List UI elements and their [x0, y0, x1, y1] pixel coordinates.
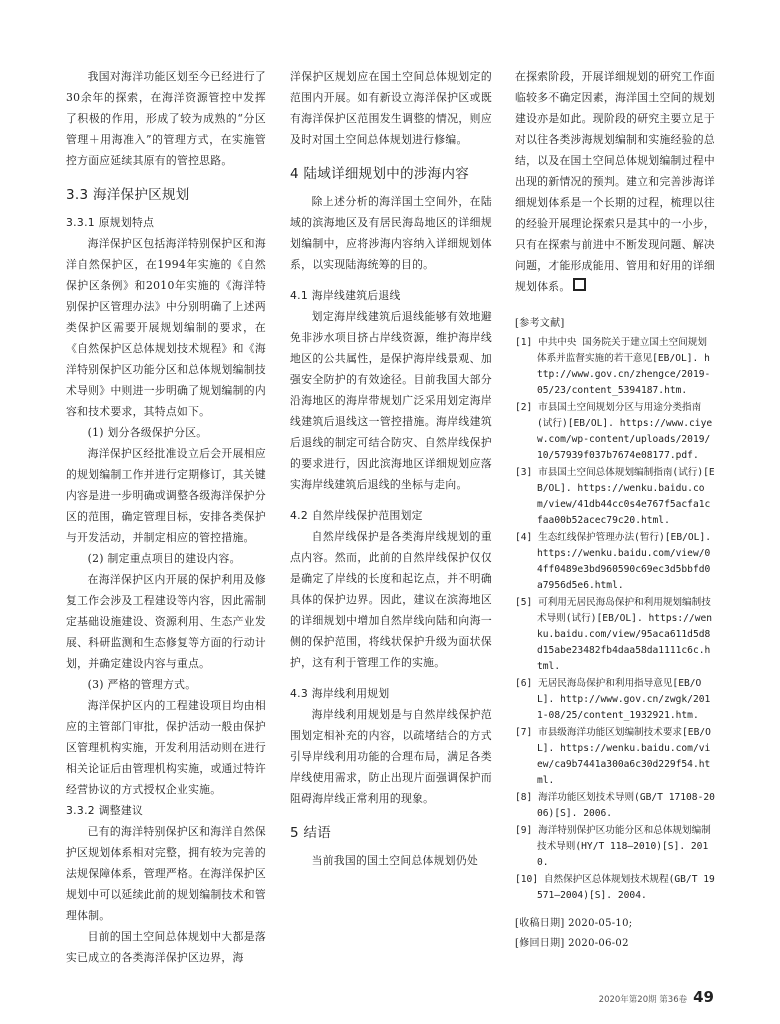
- reference-number: [8]: [515, 792, 533, 803]
- reference-list: [515, 335, 715, 904]
- section-heading-3-3: 3.3 海洋保护区规划: [66, 187, 190, 203]
- reference-text: 中共中央 国务院关于建立国土空间规划体系并监督实施的若干意见[EB/OL]. http://www.gov.cn/zhengce/2019-05/23/content_5394187.htm.: [537, 337, 711, 396]
- paragraph: 海岸线利用规划是与自然岸线保护范围划定相补充的内容，以疏堵结合的方式引导岸线利用功能的合理布局，满足各类岸线使用需求，防止出现片面强调保护而阻碍海岸线正常利用的现象。: [290, 708, 492, 805]
- column-3: [515, 66, 715, 954]
- reference-item: [515, 790, 715, 822]
- subsection-heading-4-1: 4.1 海岸线建筑后退线: [290, 289, 401, 302]
- subsection-heading-4-3: 4.3 海岸线利用规划: [290, 687, 390, 700]
- reference-text: 市县国土空间总体规划编制指南(试行)[EB/OL]. https://wenku.baidu.com/view/41db44cc0s4e767f5acfa1cfaa00b52acec79c20.html.: [537, 467, 715, 526]
- reference-number: [9]: [515, 825, 533, 836]
- received-date: [收稿日期] 2020-05-10;: [515, 918, 633, 929]
- paragraph-text: 在探索阶段，开展详细规划的研究工作面临较多不确定因素，海洋国土空间的规划建设亦是如此。现阶段的研究主要立足于对以往各类涉海规划编制和实施经验的总结，以及在国土空间总体规划编制过程中出现的新情况的预判。建立和完善涉海详细规划体系是一个长期的过程，梳理以往的经验开展理论探索只是其中的一小步，只有在探索与前进中不断发现问题、解决问题，才能形成能用、管用和好用的详细规划体系。: [515, 70, 715, 293]
- reference-number: [10]: [515, 874, 539, 885]
- reference-number: [3]: [515, 467, 533, 478]
- subsection-heading-3-3-1: 3.3.1 原规划特点: [66, 216, 155, 229]
- list-item: (3) 严格的管理方式。: [87, 678, 197, 691]
- references-heading: [参考文献]: [515, 318, 565, 329]
- list-item: (2) 制定重点项目的建设内容。: [87, 552, 241, 565]
- paragraph: [515, 66, 715, 297]
- reference-item: [515, 400, 715, 464]
- paragraph: 我国对海洋功能区划至今已经进行了30余年的探索，在海洋资源管控中发挥了积极的作用，形成了较为成熟的“分区管理＋用海准入”的管理方式，在实施管控方面应延续其原有的管控思路。: [66, 70, 266, 167]
- subsection-heading-4-2: 4.2 自然岸线保护范围划定: [290, 509, 423, 522]
- paragraph: 自然岸线保护是各类海岸线规划的重点内容。然而，此前的自然岸线保护仅仅是确定了岸线的长度和起讫点，并不明确具体的保护边界。因此，建议在滨海地区的详细规划中增加自然岸线向陆和向海一侧的保护范围，将线状保护升级为面状保护，这有利于管理工作的实施。: [290, 530, 492, 669]
- reference-text: 海洋特别保护区功能分区和总体规划编制技术导则(HY/T 118—2010)[S]. 2010.: [537, 825, 711, 868]
- reference-number: [4]: [515, 532, 533, 543]
- reference-number: [1]: [515, 337, 533, 348]
- reference-number: [2]: [515, 402, 533, 413]
- reference-item: [515, 530, 715, 594]
- page-number: 49: [693, 988, 714, 1006]
- paragraph: 海洋保护区经批准设立后会开展相应的规划编制工作并进行定期修订，其关键内容是进一步明确或调整各级海洋保护分区的范围，确定管理目标，安排各类保护与开发活动，并制定相应的管控措施。: [66, 447, 266, 544]
- page-footer: [599, 988, 714, 1006]
- paragraph: 当前我国的国土空间总体规划仍处: [311, 854, 479, 867]
- end-mark-icon: [573, 278, 586, 291]
- reference-number: [7]: [515, 727, 533, 738]
- reference-text: 无居民海岛保护和利用指导意见[EB/OL]. http://www.gov.cn/zwgk/2011-08/25/content_1932921.htm.: [537, 678, 711, 721]
- paragraph: 在海洋保护区内开展的保护利用及修复工作会涉及工程建设等内容，因此需制定基础设施建设、资源利用、生态产业发展、科研监测和生态修复等方面的行动计划，并确定建设内容与重点。: [66, 573, 266, 670]
- section-heading-4: 4 陆域详细规划中的涉海内容: [290, 166, 470, 182]
- paragraph: 除上述分析的海洋国土空间外，在陆域的滨海地区及有居民海岛地区的详细规划编制中，应将涉海内容纳入详细规划体系，以实现陆海统筹的目的。: [290, 195, 492, 271]
- column-2: [290, 66, 492, 871]
- issue-info: 2020年第20期 第36卷: [598, 995, 688, 1005]
- reference-item: [515, 676, 715, 724]
- subsection-heading-3-3-2: 3.3.2 调整建议: [66, 804, 144, 817]
- paragraph: 海洋保护区包括海洋特别保护区和海洋自然保护区，在1994年实施的《自然保护区条例》和2010年实施的《海洋特别保护区管理办法》中分别明确了上述两类保护区需要开展规划编制的要求，在《自然保护区总体规划技术规程》和《海洋特别保护区功能分区和总体规划编制技术导则》中则进一步明确了规划编制的内容和技术要求，其特点如下。: [66, 237, 266, 418]
- reference-item: [515, 335, 715, 399]
- reference-text: 市县级海洋功能区划编制技术要求[EB/OL]. https://wenku.baidu.com/view/ca9b7441a300a6c30d229f54.html.: [537, 727, 711, 786]
- section-heading-5: 5 结语: [290, 825, 332, 841]
- paragraph: 已有的海洋特别保护区和海洋自然保护区规划体系相对完整，拥有较为完善的法规保障体系，管理严格。在海洋保护区规划中可以延续此前的规划编制技术和管理体制。: [66, 825, 266, 922]
- reference-number: [5]: [515, 597, 533, 608]
- paragraph: 海洋保护区内的工程建设项目均由相应的主管部门审批，保护活动一般由保护区管理机构实施，开发利用活动则在进行相关论证后由管理机构实施，或通过特许经营协议的方式授权企业实施。: [66, 699, 266, 796]
- paragraph: 目前的国土空间总体规划中大都是落实已成立的各类海洋保护区边界，海: [66, 930, 266, 964]
- reference-number: [6]: [515, 678, 533, 689]
- reference-text: 市县国土空间规划分区与用途分类指南(试行)[EB/OL]. https://www.ciyew.com/wp-content/uploads/2019/10/57939f037b7674e08177.pdf.: [537, 402, 713, 461]
- reference-item: [515, 872, 715, 904]
- reference-text: 生态红线保护管理办法(暂行)[EB/OL]. https://wenku.baidu.com/view/04ff0489e3bd960590c69ec3d5bbfd0a7956d5e6.html.: [537, 532, 711, 591]
- reference-item: [515, 465, 715, 529]
- column-1: [66, 66, 266, 968]
- reference-text: 自然保护区总体规划技术规程(GB/T 19571—2004)[S]. 2004.: [537, 874, 715, 901]
- reference-item: [515, 595, 715, 675]
- paragraph: 洋保护区规划应在国土空间总体规划定的范围内开展。如有新设立海洋保护区或既有海洋保护区范围发生调整的情况，则应及时对国土空间总体规划进行修编。: [290, 70, 492, 146]
- paragraph: 划定海岸线建筑后退线能够有效地避免非涉水项目挤占岸线资源，维护海岸线地区的公共属性，是保护海岸线景观、加强安全防护的有效途径。目前我国大部分沿海地区的海岸带规划广泛采用划定海岸线建筑后退线这一管控措施。海岸线建筑后退线的制定可结合防灾、自然岸线保护的要求进行，因此滨海地区详细规划应落实海岸线建筑后退线的坐标与走向。: [290, 310, 492, 491]
- reference-text: 海洋功能区划技术导则(GB/T 17108-2006)[S]. 2006.: [537, 792, 715, 819]
- reference-item: [515, 725, 715, 789]
- reference-item: [515, 823, 715, 871]
- list-item: (1) 划分各级保护分区。: [87, 426, 208, 439]
- reference-text: 可利用无居民海岛保护和利用规划编制技术导则(试行)[EB/OL]. https://wenku.baidu.com/view/95aca611d5d8d15abe23482fb4daa58da1111c6c.html.: [537, 597, 713, 672]
- revised-date: [修回日期] 2020-06-02: [515, 938, 629, 949]
